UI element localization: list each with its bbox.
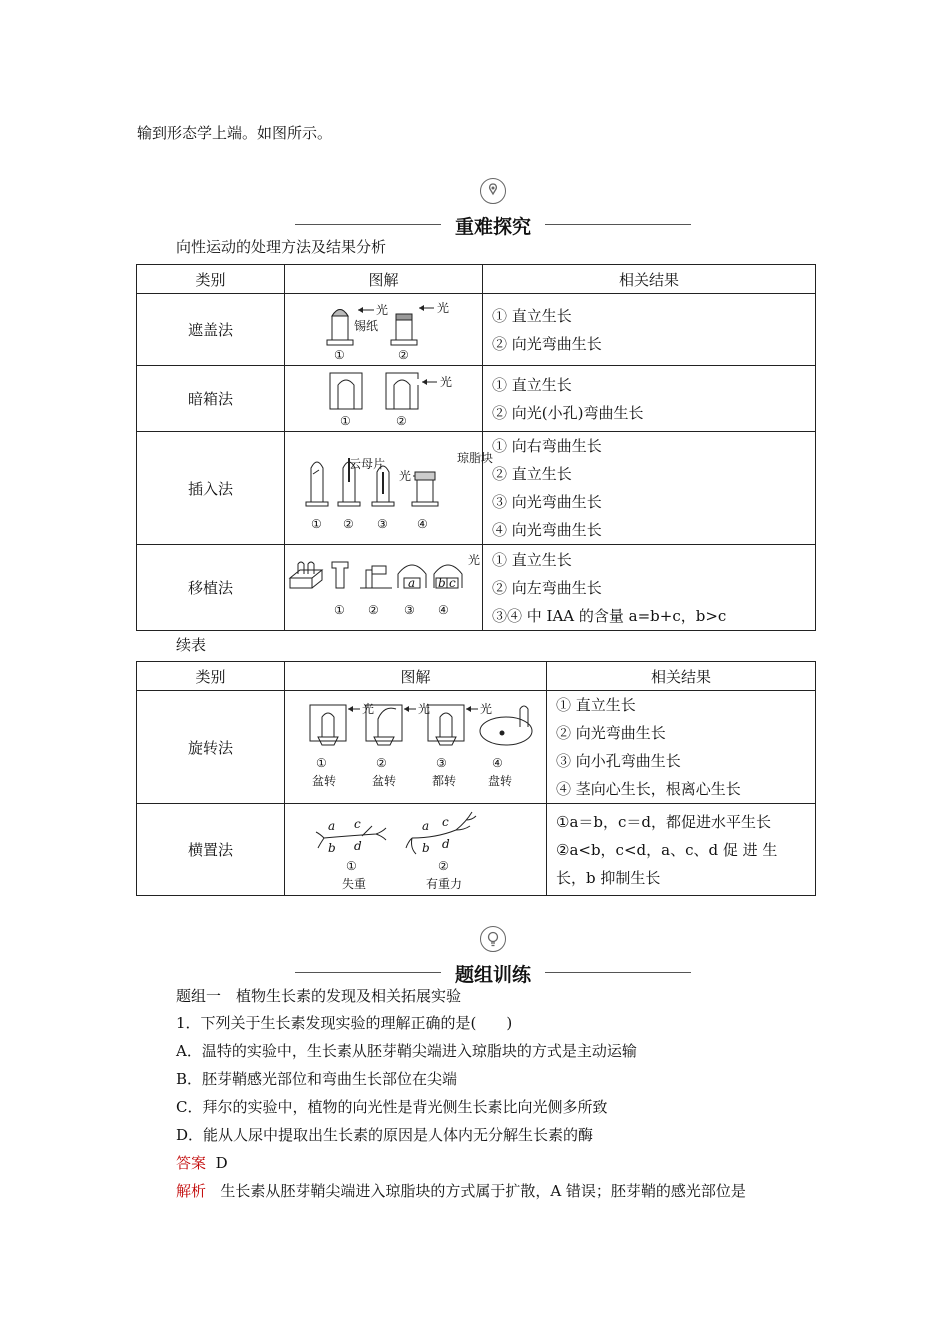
svg-text:②: ② xyxy=(375,756,387,770)
header-category: 类别 xyxy=(137,662,285,691)
analysis-line xyxy=(176,1180,746,1201)
result-line: ③ 向小孔弯曲生长 xyxy=(556,752,681,770)
svg-text:b: b xyxy=(421,840,430,855)
svg-text:a: a xyxy=(407,575,415,590)
result-line: ① 直立生长 xyxy=(492,306,572,325)
svg-text:失重: 失重 xyxy=(341,876,366,891)
svg-text:盆转: 盆转 xyxy=(311,774,336,788)
svg-text:光: 光 xyxy=(375,302,388,317)
table-caption: 向性运动的处理方法及结果分析 xyxy=(176,238,387,256)
svg-text:都转: 都转 xyxy=(431,774,456,788)
section-title: 重难探究 xyxy=(454,216,531,238)
svg-text:光: 光 xyxy=(398,469,411,483)
svg-text:盘转: 盘转 xyxy=(487,774,512,788)
svg-text:③: ③ xyxy=(376,517,388,531)
svg-text:①: ① xyxy=(345,858,357,873)
analysis-text: 生长素从胚芽鞘尖端进入琼脂块的方式属于扩散，A 错误；胚芽鞘的感光部位是 xyxy=(220,1182,746,1200)
svg-text:④: ④ xyxy=(491,756,503,770)
header-results: 相关结果 xyxy=(547,662,816,691)
category-cell: 暗箱法 xyxy=(137,366,285,432)
svg-text:光: 光 xyxy=(417,702,430,716)
svg-text:c: c xyxy=(448,575,456,590)
svg-text:②: ② xyxy=(395,413,407,428)
svg-text:光: 光 xyxy=(436,300,449,315)
svg-text:②: ② xyxy=(342,517,354,531)
header-category: 类别 xyxy=(137,265,285,294)
result-line: ② 直立生长 xyxy=(492,465,572,483)
answer-value: D xyxy=(215,1154,228,1172)
result-line: ① 向右弯曲生长 xyxy=(492,437,602,455)
horizontal-placement-figure xyxy=(285,804,547,896)
option-a: A．温特的实验中，生长素从胚芽鞘尖端进入琼脂块的方式是主动运输 xyxy=(176,1042,637,1060)
svg-text:①: ① xyxy=(333,602,345,617)
svg-text:a: a xyxy=(327,818,335,833)
answer-label: 答案 xyxy=(176,1154,207,1172)
intro-text: 输到形态学上端。如图所示。 xyxy=(137,124,333,142)
results-cell xyxy=(547,691,816,804)
result-line: ①a＝b，c＝d，都促进水平生长 xyxy=(556,812,771,831)
option-d: D．能从人尿中提取出生长素的原因是人体内无分解生长素的酶 xyxy=(176,1126,594,1144)
svg-text:锡纸: 锡纸 xyxy=(353,318,378,333)
category-cell: 移植法 xyxy=(137,545,285,631)
result-line: ① 直立生长 xyxy=(492,375,572,394)
result-line: ② 向光弯曲生长 xyxy=(556,724,666,742)
header-figure: 图解 xyxy=(285,662,547,691)
analysis-label: 解析 xyxy=(176,1182,207,1200)
svg-text:光: 光 xyxy=(467,552,480,567)
result-line: ① 直立生长 xyxy=(492,550,572,569)
question-group-title: 题组一 植物生长素的发现及相关拓展实验 xyxy=(176,987,462,1005)
svg-text:④: ④ xyxy=(437,602,449,617)
svg-text:b: b xyxy=(327,840,336,855)
section-title: 题组训练 xyxy=(454,964,531,986)
question-stem: 1．下列关于生长素发现实验的理解正确的是( ) xyxy=(176,1014,513,1032)
svg-text:①: ① xyxy=(315,756,327,770)
results-cell xyxy=(483,432,816,545)
results-cell xyxy=(483,545,816,631)
header-results: 相关结果 xyxy=(483,265,816,294)
result-line: ②a<b，c<d，a、c、d 促 进 生 xyxy=(556,840,778,859)
result-line: ② 向光弯曲生长 xyxy=(492,334,602,353)
results-cell xyxy=(483,294,816,366)
section-heading-exercises xyxy=(295,942,691,986)
result-line: ③ 向光弯曲生长 xyxy=(492,493,602,511)
svg-text:光: 光 xyxy=(479,702,492,716)
header-figure: 图解 xyxy=(285,265,483,294)
category-cell: 遮盖法 xyxy=(137,294,285,366)
result-line: ② 向左弯曲生长 xyxy=(492,578,602,597)
result-line: ② 向光(小孔)弯曲生长 xyxy=(492,403,644,422)
tropism-methods-table xyxy=(136,264,816,631)
dark-box-method-figure xyxy=(285,366,483,432)
svg-text:d: d xyxy=(353,838,362,853)
category-cell: 插入法 xyxy=(137,432,285,545)
svg-text:c: c xyxy=(353,816,361,831)
tropism-methods-table-continued xyxy=(136,661,816,896)
result-line: ④ 向光弯曲生长 xyxy=(492,521,602,539)
svg-text:琼脂块: 琼脂块 xyxy=(456,451,493,465)
svg-text:d: d xyxy=(441,836,450,851)
svg-text:c: c xyxy=(441,814,449,829)
insertion-method-figure xyxy=(285,432,493,545)
result-line: ① 直立生长 xyxy=(556,696,636,714)
svg-text:有重力: 有重力 xyxy=(425,876,462,891)
result-line: 长，b 抑制生长 xyxy=(556,868,661,887)
svg-text:b: b xyxy=(437,575,446,590)
covering-method-figure xyxy=(285,294,483,366)
svg-text:③: ③ xyxy=(435,756,447,770)
rotation-method-figure xyxy=(285,691,547,804)
svg-text:光: 光 xyxy=(439,374,452,389)
option-b: B．胚芽鞘感光部位和弯曲生长部位在尖端 xyxy=(176,1070,458,1088)
results-cell xyxy=(547,804,816,896)
svg-text:①: ① xyxy=(310,517,322,531)
svg-text:③: ③ xyxy=(403,602,415,617)
option-c: C．拜尔的实验中，植物的向光性是背光侧生长素比向光侧多所致 xyxy=(176,1098,608,1116)
svg-text:光: 光 xyxy=(361,702,374,716)
location-pin-icon xyxy=(480,178,506,204)
svg-text:①: ① xyxy=(333,347,345,362)
result-line: ④ 茎向心生长，根离心生长 xyxy=(556,780,741,798)
category-cell: 旋转法 xyxy=(137,691,285,804)
transplant-method-figure xyxy=(285,545,483,631)
answer-line xyxy=(176,1152,228,1173)
section-heading-key-points xyxy=(295,194,691,238)
svg-text:②: ② xyxy=(397,347,409,362)
svg-text:②: ② xyxy=(367,602,379,617)
svg-text:a: a xyxy=(421,818,429,833)
svg-text:①: ① xyxy=(339,413,351,428)
category-cell: 横置法 xyxy=(137,804,285,896)
lightbulb-icon xyxy=(480,926,506,952)
svg-text:云母片: 云母片 xyxy=(348,457,385,471)
svg-text:②: ② xyxy=(437,858,449,873)
results-cell xyxy=(483,366,816,432)
continued-table-label: 续表 xyxy=(176,636,207,654)
svg-text:盆转: 盆转 xyxy=(371,774,396,788)
result-line: ③④ 中 IAA 的含量 a=b+c，b>c xyxy=(492,606,727,625)
svg-text:④: ④ xyxy=(416,517,428,531)
